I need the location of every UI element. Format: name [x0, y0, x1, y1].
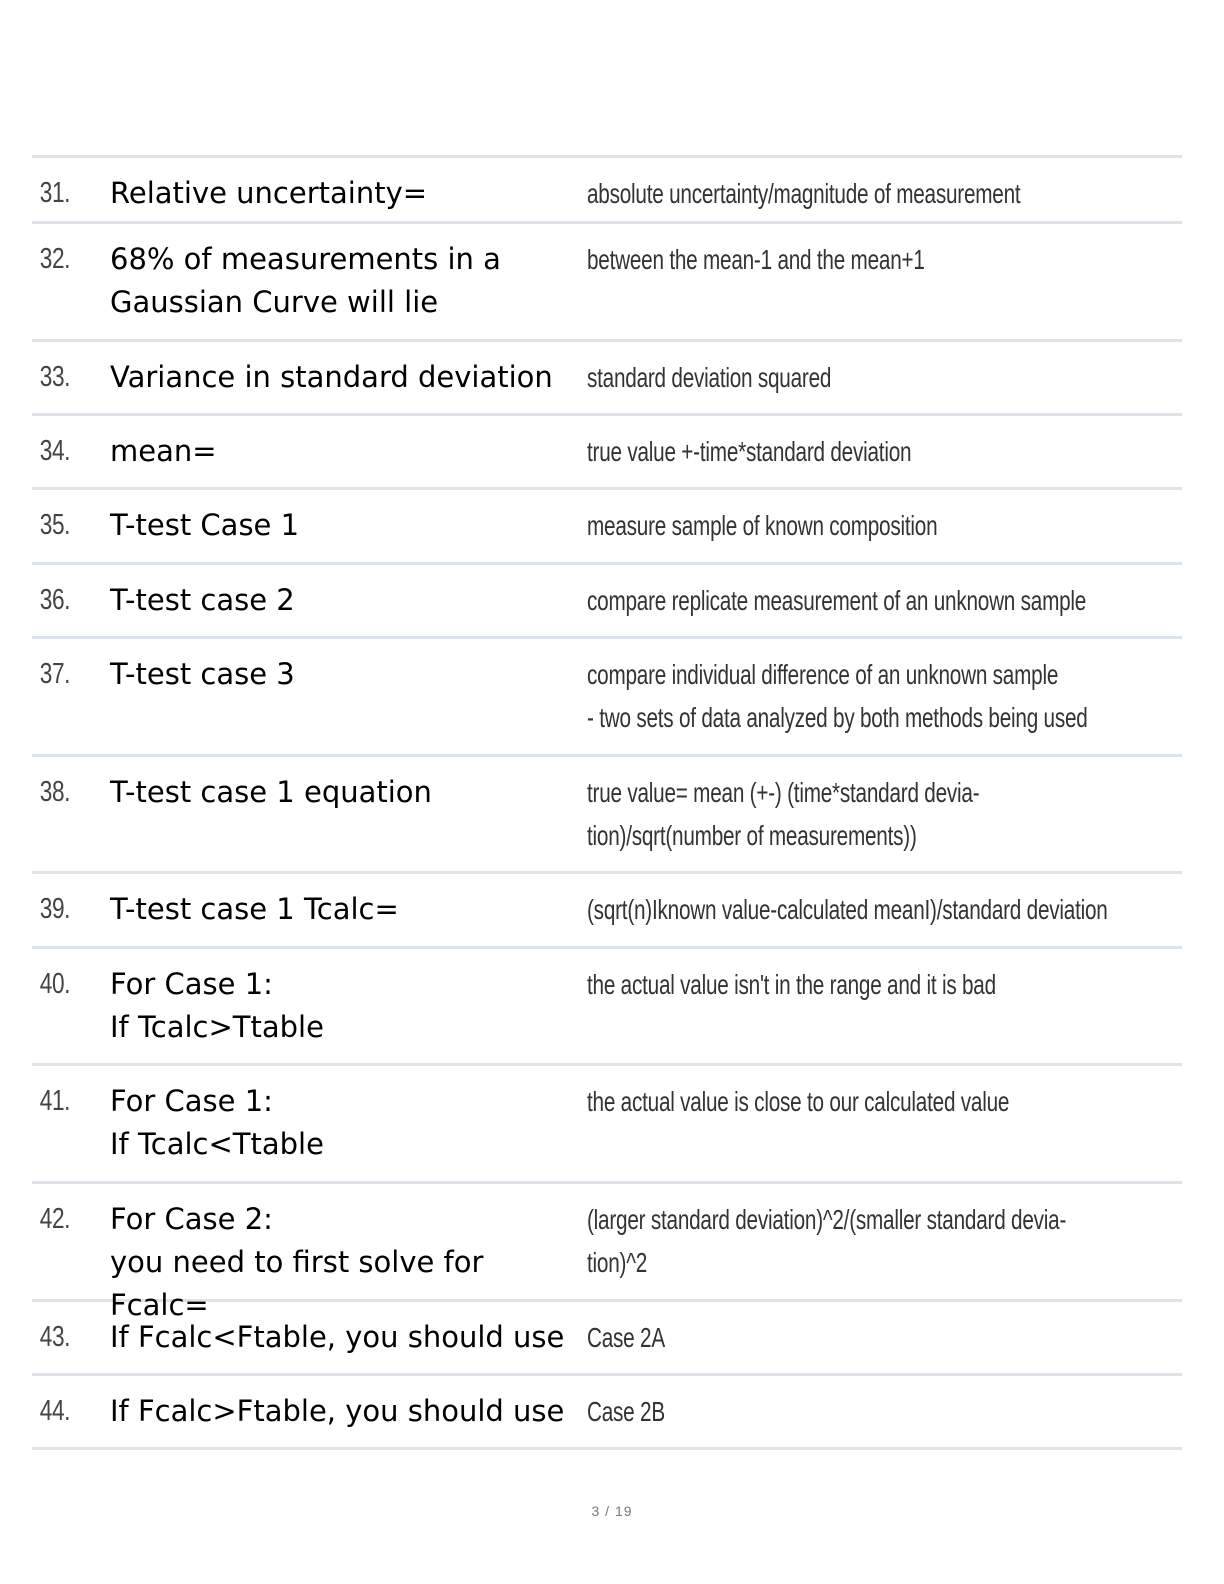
card-definition-text: true value= mean (+-) (time*standard devia- tion)/sqrt(number of measurements)) [587, 777, 980, 851]
card-number: 39. [39, 893, 71, 925]
card-definition [587, 224, 1182, 295]
card-number: 36. [39, 584, 71, 616]
card-definition [587, 1376, 1182, 1447]
card-definition-text: absolute uncertainty/magnitude of measurement [587, 178, 1021, 209]
card-row [32, 487, 1182, 562]
card-definition-text: (sqrt(n)Iknown value-calculated meanI)/standard deviation [587, 894, 1108, 925]
card-term: Relative uncertainty= [110, 176, 428, 210]
card-definition-text: standard deviation squared [587, 362, 832, 393]
card-term: T-test case 2 [110, 583, 295, 617]
card-number: 43. [39, 1321, 71, 1353]
card-row [32, 871, 1182, 946]
card-term: If Fcalc<Ftable, you should use [110, 1320, 565, 1354]
card-definition [587, 416, 1182, 487]
card-definition-text: the actual value is close to our calculated value [587, 1086, 1010, 1117]
card-definition-text: Case 2B [587, 1396, 665, 1427]
card-definition-text: (larger standard deviation)^2/(smaller standard devia- tion)^2 [587, 1204, 1067, 1278]
card-definition-text: the actual value isn't in the range and it is bad [587, 969, 996, 1000]
card-definition [587, 490, 1182, 561]
card-definition [587, 1302, 1182, 1373]
card-row [32, 946, 1182, 1063]
card-definition [587, 757, 1182, 871]
card-definition-text: true value +-time*standard deviation [587, 436, 912, 467]
card-number: 44. [39, 1395, 71, 1427]
card-number: 41. [39, 1085, 71, 1117]
card-term: For Case 2: you need to first solve for Fcalc= [110, 1202, 484, 1322]
card-definition [587, 1066, 1182, 1137]
card-number: 33. [39, 361, 71, 393]
card-row [32, 221, 1182, 339]
card-definition [587, 565, 1182, 636]
card-term: T-test case 3 [110, 657, 295, 691]
card-term: T-test Case 1 [110, 508, 300, 542]
card-definition [587, 949, 1182, 1020]
card-number: 40. [39, 968, 71, 1000]
card-term: T-test case 1 Tcalc= [110, 892, 399, 926]
card-row [32, 1373, 1182, 1450]
card-definition-text: Case 2A [587, 1322, 665, 1353]
card-row [32, 1299, 1182, 1373]
card-row [32, 413, 1182, 487]
card-term: 68% of measurements in a Gaussian Curve will lie [110, 242, 501, 319]
card-definition [587, 874, 1182, 945]
card-row [32, 754, 1182, 871]
card-row [32, 1063, 1182, 1181]
card-definition [587, 639, 1182, 753]
card-definition-text: compare replicate measurement of an unknown sample [587, 585, 1087, 616]
card-definition [587, 158, 1182, 229]
card-definition-text: measure sample of known composition [587, 510, 938, 541]
card-row [32, 562, 1182, 636]
flashcard-table [32, 155, 1182, 1450]
page-indicator: 3 / 19 [591, 1503, 633, 1519]
card-row [32, 339, 1182, 413]
card-definition-text: between the mean-1 and the mean+1 [587, 244, 925, 275]
card-row [32, 636, 1182, 754]
card-definition-text: compare individual difference of an unknown sample - two sets of data analyzed by both methods being used [587, 659, 1088, 733]
card-number: 32. [39, 243, 71, 275]
card-number: 34. [39, 435, 71, 467]
card-term: T-test case 1 equation [110, 775, 432, 809]
card-definition [587, 342, 1182, 413]
card-number: 35. [39, 509, 71, 541]
card-number: 37. [39, 658, 71, 690]
card-row [32, 155, 1182, 221]
card-term: Variance in standard deviation [110, 360, 553, 394]
card-row [32, 1181, 1182, 1322]
card-term: For Case 1: If Tcalc>Ttable [110, 967, 324, 1044]
card-definition [587, 1184, 1182, 1298]
card-term: mean= [110, 434, 217, 468]
card-term: For Case 1: If Tcalc<Ttable [110, 1084, 324, 1161]
card-number: 38. [39, 776, 71, 808]
card-number: 42. [39, 1203, 71, 1235]
card-number: 31. [39, 177, 71, 209]
card-term: If Fcalc>Ftable, you should use [110, 1394, 565, 1428]
